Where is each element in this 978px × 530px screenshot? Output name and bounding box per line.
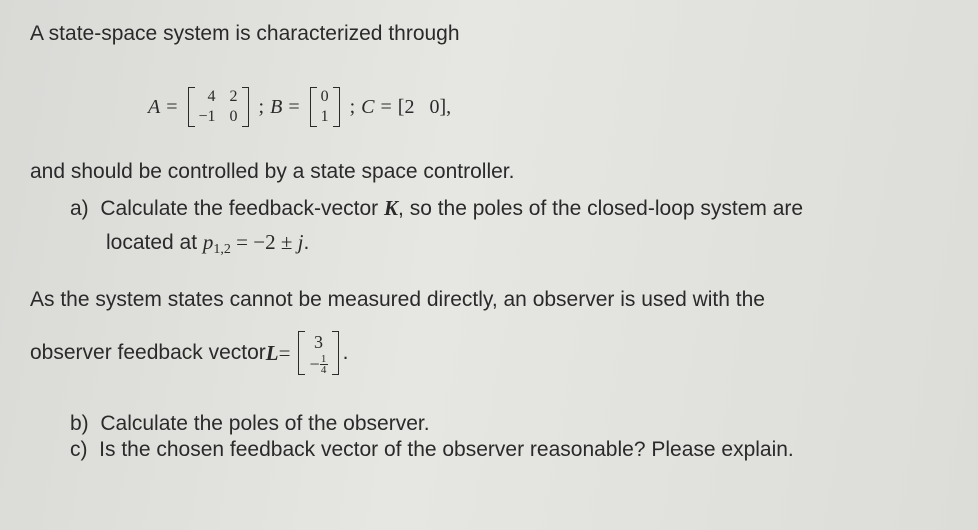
part-c-text: Is the chosen feedback vector of the observer reasonable? Please explain.	[99, 438, 794, 461]
observer-line2	[30, 325, 348, 381]
part-c-marker: c)	[70, 438, 88, 461]
part-a-line2	[106, 230, 309, 258]
vector-b	[310, 87, 340, 127]
part-b-marker: b)	[70, 412, 89, 435]
period: .	[303, 231, 310, 254]
intro-text: A state-space system is characterized through	[30, 22, 460, 45]
observer-text: observer feedback vector	[30, 341, 266, 364]
part-a-marker: a)	[70, 197, 89, 220]
j-symbol: j	[297, 230, 304, 254]
period: .	[342, 341, 349, 364]
k-symbol: K	[384, 196, 399, 220]
part-a-text: , so the poles of the closed-loop system are	[398, 197, 804, 220]
vector-b-cell: 0	[320, 88, 329, 105]
vector-c: [2 0]	[397, 95, 447, 118]
matrix-a-cell: 4	[207, 88, 216, 105]
vector-c-cell: 0	[429, 95, 440, 118]
minus-sign: −	[309, 354, 320, 374]
l-symbol: L	[265, 340, 279, 365]
matrix-a-cell: 0	[229, 108, 238, 125]
observer-line1: As the system states cannot be measured directly, an observer is used with the	[30, 288, 765, 311]
vector-l-cell	[309, 353, 327, 375]
vector-l-cell: 3	[314, 332, 324, 352]
matrix-a-cell: 2	[229, 88, 238, 105]
controlled-text: and should be controlled by a state space controller.	[30, 160, 515, 183]
equals-sign: =	[288, 95, 300, 118]
matrix-b-label: B	[270, 95, 283, 118]
comma: ,	[446, 95, 452, 118]
matrix-a-cell: −1	[198, 108, 216, 125]
part-b-text: Calculate the poles of the observer.	[100, 412, 430, 435]
part-a-text: Calculate the feedback-vector	[100, 197, 385, 220]
system-matrices	[148, 80, 451, 134]
equals-sign: =	[166, 95, 178, 118]
part-b	[70, 412, 430, 436]
fraction-numerator: 1	[320, 352, 327, 365]
part-a-line1	[70, 196, 803, 221]
fraction-denominator: 4	[320, 363, 327, 376]
equals-sign: =	[380, 95, 392, 118]
vector-l	[298, 331, 338, 375]
part-a-text: located at	[106, 231, 203, 254]
vector-c-cell: 2	[404, 95, 415, 118]
separator: ;	[258, 95, 265, 118]
p-symbol: p	[202, 230, 214, 254]
pole-value: = −2 ±	[230, 230, 298, 254]
equals-sign: =	[278, 340, 291, 365]
matrix-c-label: C	[361, 95, 375, 118]
p-subscript: 1,2	[213, 242, 231, 257]
fraction	[320, 354, 328, 375]
matrix-a	[188, 87, 249, 127]
part-c	[70, 438, 794, 462]
separator: ;	[349, 95, 356, 118]
vector-b-cell: 1	[320, 108, 329, 125]
matrix-a-label: A	[148, 95, 161, 118]
